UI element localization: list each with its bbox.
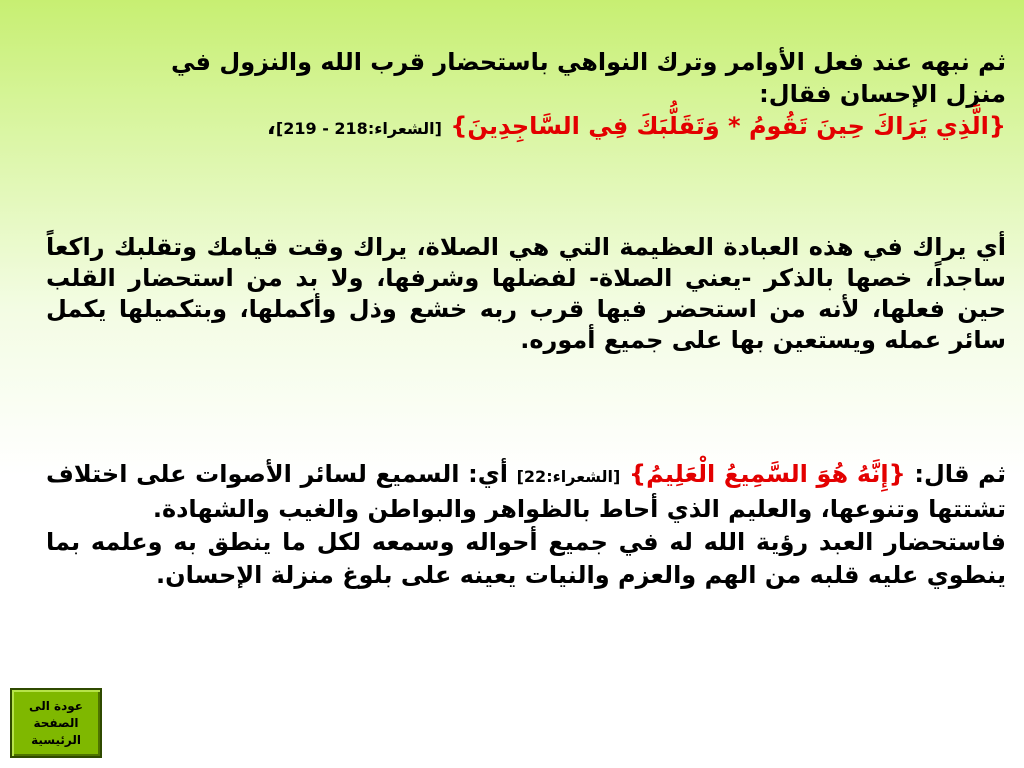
intro-line-1: ثم نبهه عند فعل الأوامر وترك النواهي باستحضار قرب الله والنزول في: [171, 48, 1006, 76]
second-verse-lead: ثم قال:: [905, 460, 1007, 488]
explanation-text: أي يراك في هذه العبادة العظيمة التي هي الصلاة، يراك وقت قيامك وتقلبك راكعاً ساجداً، خصها بالذكر -يعني الصلاة- لفضلها وشرفها، ولا بد من استحضار القلب حين فعلها، لأنه من استحضر فيها قرب ربه خشع وذل وأكملها، وبتكميلها يكمل سائر عمله ويستعين بها على جميع أموره.: [46, 233, 1006, 354]
conclusion-text: فاستحضار العبد رؤية الله له في جميع أحواله وسمعه لكل ما ينطق به وعلمه بما ينطوي عليه قلبه من الهم والعزم والنيات يعينه على بلوغ منزلة الإحسان.: [46, 528, 1006, 589]
intro-line-2: منزل الإحسان فقال:: [759, 80, 1006, 108]
verse-open-brace: {: [988, 112, 1006, 140]
verse-tail-1: ،: [266, 112, 276, 140]
home-page-button[interactable]: [10, 688, 102, 758]
explanation-paragraph: [46, 232, 1006, 356]
verse-close-brace: }: [450, 112, 468, 140]
verse-text-2: إِنَّهُ هُوَ السَّمِيعُ الْعَلِيمُ: [646, 460, 889, 488]
second-verse-explanation: أي: السميع لسائر الأصوات على اختلاف تشتتها وتنوعها، والعليم الذي أحاط بالظواهر والبواطن والغيب والشهادة.: [46, 460, 1006, 523]
verse-line-1: [56, 110, 1006, 145]
verse-reference-1: [الشعراء:218 - 219]: [275, 119, 442, 138]
verse-text-1: الَّذِي يَرَاكَ حِينَ تَقُومُ * وَتَقَلُّبَكَ فِي السَّاجِدِينَ: [467, 112, 989, 140]
verse-close-brace-2: }: [628, 460, 647, 488]
verse-open-brace-2: {: [888, 460, 906, 488]
verse-reference-2: [الشعراء:22]: [516, 467, 621, 486]
intro-paragraph: [56, 46, 1006, 145]
home-page-button-label: عودة الى الصفحة الرئيسية: [29, 698, 83, 747]
second-verse-paragraph: [46, 458, 1006, 592]
